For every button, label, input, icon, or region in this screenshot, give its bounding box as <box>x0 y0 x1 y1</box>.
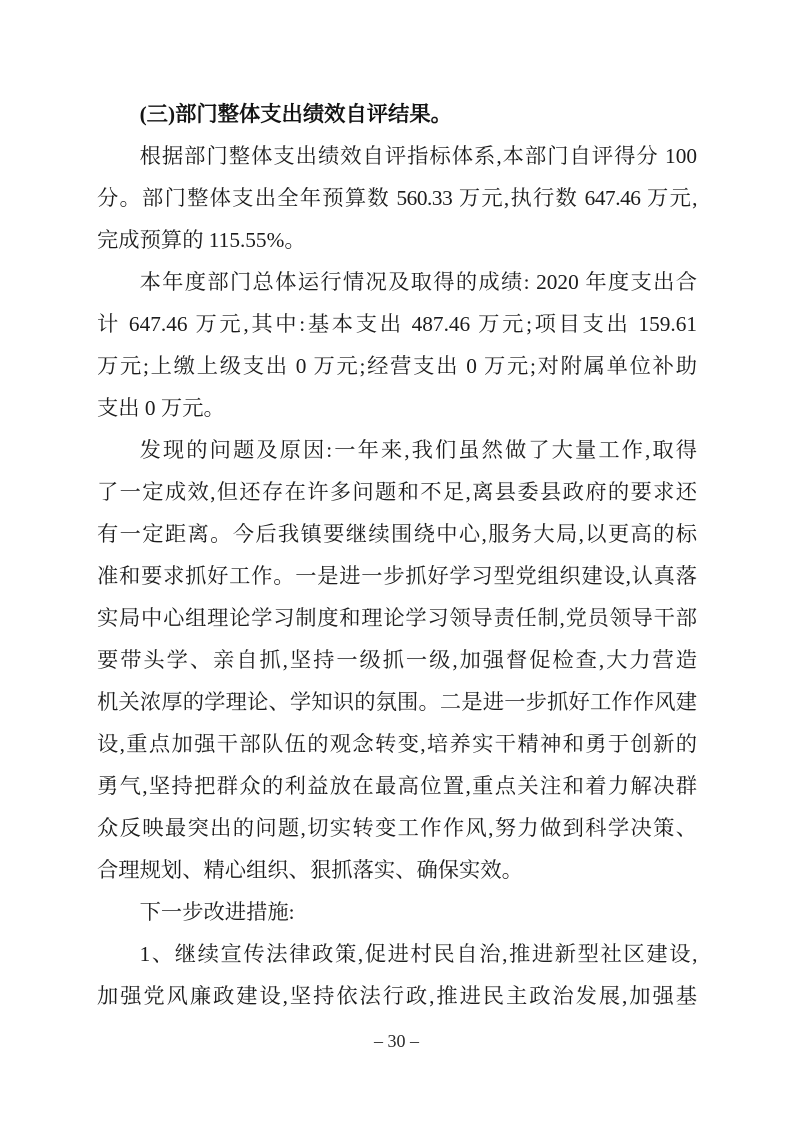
text-line: 计 647.46 万元,其中:基本支出 487.46 万元;项目支出 159.61 <box>97 312 697 336</box>
text-line: 设,重点加强干部队伍的观念转变,培养实干精神和勇于创新的 <box>97 732 697 756</box>
text-line: 要带头学、亲自抓,坚持一级抓一级,加强督促检查,大力营造 <box>97 648 697 672</box>
text-line: 加强党风廉政建设,坚持依法行政,推进民主政治发展,加强基 <box>97 984 697 1008</box>
section-heading: (三)部门整体支出绩效自评结果。 <box>139 102 452 126</box>
text-line: 勇气,坚持把群众的利益放在最高位置,重点关注和着力解决群 <box>97 774 697 798</box>
text-line: 众反映最突出的问题,切实转变工作作风,努力做到科学决策、 <box>97 816 697 840</box>
text-line: 完成预算的 115.55%。 <box>97 228 306 252</box>
text-line: 了一定成效,但还存在许多问题和不足,离县委县政府的要求还 <box>97 480 697 504</box>
text-line: 机关浓厚的学理论、学知识的氛围。二是进一步抓好工作作风建 <box>97 690 697 714</box>
text-line: 根据部门整体支出绩效自评指标体系,本部门自评得分 100 <box>139 144 697 168</box>
text-line: 有一定距离。今后我镇要继续围绕中心,服务大局,以更高的标 <box>97 522 697 546</box>
next-steps-heading: 下一步改进措施: <box>139 900 295 924</box>
document-body <box>97 93 697 1017</box>
text-line: 准和要求抓好工作。一是进一步抓好学习型党组织建设,认真落 <box>97 564 697 588</box>
text-line: 发现的问题及原因:一年来,我们虽然做了大量工作,取得 <box>139 438 697 462</box>
text-line: 分。部门整体支出全年预算数 560.33 万元,执行数 647.46 万元, <box>97 186 697 210</box>
text-line: 本年度部门总体运行情况及取得的成绩: 2020 年度支出合 <box>139 270 697 294</box>
text-line: 万元;上缴上级支出 0 万元;经营支出 0 万元;对附属单位补助 <box>97 354 697 378</box>
text-line: 支出 0 万元。 <box>97 396 225 420</box>
text-line: 合理规划、精心组织、狠抓落实、确保实效。 <box>97 858 523 882</box>
text-line: 实局中心组理论学习制度和理论学习领导责任制,党员领导干部 <box>97 606 697 630</box>
page-number: – 30 – <box>374 1031 419 1051</box>
text-line: 1、继续宣传法律政策,促进村民自治,推进新型社区建设, <box>139 942 697 966</box>
